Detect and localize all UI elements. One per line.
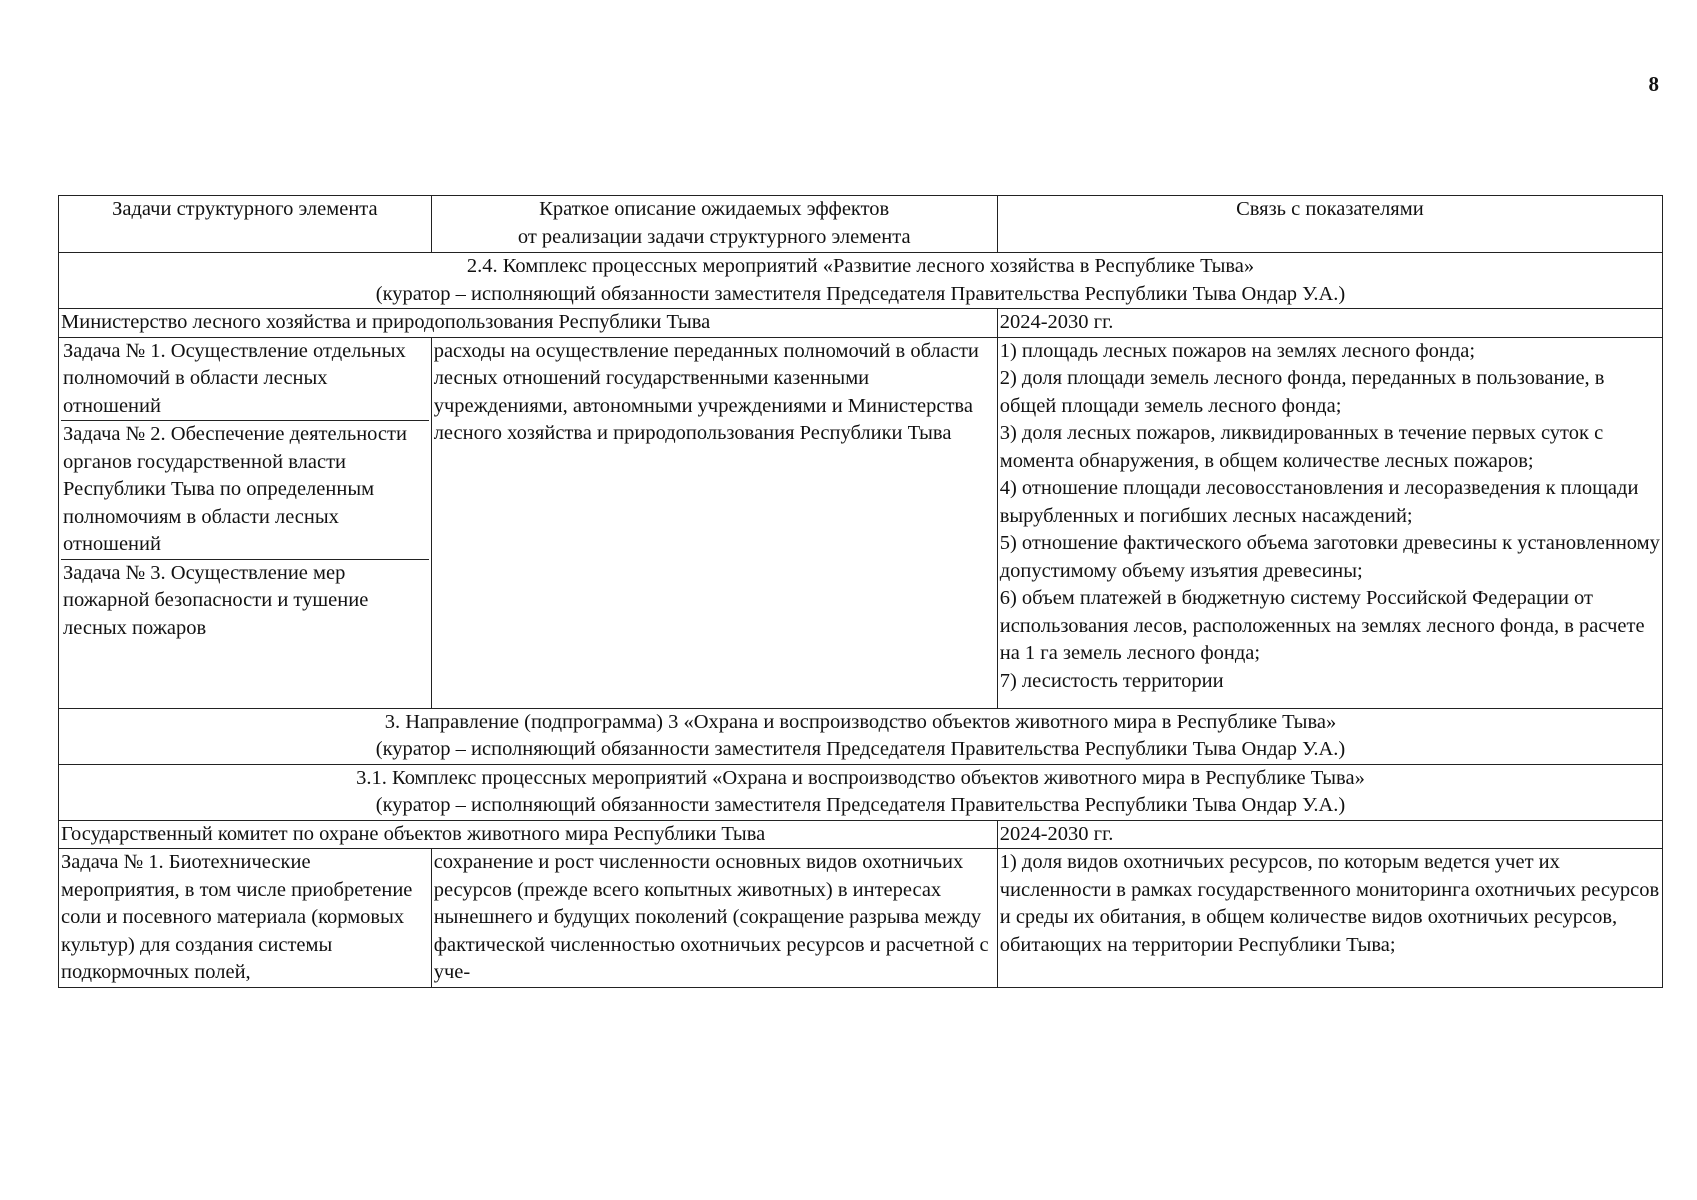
header-tasks: Задачи структурного элемента xyxy=(59,196,432,253)
period: 2024-2030 гг. xyxy=(997,309,1662,338)
section-title: 3.1. Комплекс процессных мероприятий «Охрана и воспроизводство объектов животного мира в Республике Тыва» xyxy=(356,766,1365,789)
task-item: Задача № 3. Осуществление мер пожарной безопасности и тушение лесных пожаров xyxy=(61,559,429,708)
section-2-4 xyxy=(59,253,1663,309)
section-curator: (куратор – исполняющий обязанности заместителя Председателя Правительства Республики Тыва Ондар У.А.) xyxy=(375,794,1346,816)
indicator-item: 2) доля площади земель лесного фонда, переданных в пользование, в общей площади земель лесного фонда; xyxy=(999,367,1605,417)
section-row xyxy=(59,253,1663,309)
indicator-item: 1) площадь лесных пожаров на землях лесного фонда; xyxy=(999,339,1476,362)
section-3-1 xyxy=(59,764,1663,820)
section-title: 2.4. Комплекс процессных мероприятий «Развитие лесного хозяйства в Республике Тыва» xyxy=(466,255,1255,277)
section-curator: (куратор – исполняющий обязанности заместителя Председателя Правительства Республики Тыва Ондар У.А.) xyxy=(375,282,1346,305)
header-effects-line-2: от реализации задачи структурного элемента xyxy=(517,225,911,248)
task-item: Задача № 1. Осуществление отдельных полномочий в области лесных отношений xyxy=(63,339,406,417)
indicators-table xyxy=(58,195,1663,988)
direction-curator: (куратор – исполняющий обязанности заместителя Председателя Правительства Республики Тыва Ондар У.А.) xyxy=(375,738,1346,760)
responsible-row xyxy=(59,820,1663,849)
indicator-item: 3) доля лесных пожаров, ликвидированных в течение первых суток с момента обнаружения, в общем количестве лесных пожаров; xyxy=(999,422,1604,472)
indicators-cell xyxy=(997,337,1662,708)
indicator-item: 7) лесистость территории xyxy=(999,669,1224,692)
table-header-row xyxy=(59,196,1663,253)
header-effects xyxy=(431,196,997,253)
indicator-item: 6) объем платежей в бюджетную систему Российской Федерации от использования лесов, расположенных на землях лесного фонда, в расчете на 1 га земель лесного фонда; xyxy=(999,587,1645,664)
header-effects-line-1: Краткое описание ожидаемых эффектов xyxy=(539,198,890,220)
task-item: Задача № 1. Биотехнические мероприятия, в том числе приобретение соли и посевного материала (кормовых культур) для создания системы подкормочных полей, xyxy=(59,849,432,988)
effect-cell: расходы на осуществление переданных полномочий в области лесных отношений государственными казенными учреждениями, автономными учреждениями и Министерства лесного хозяйства и природопользования Республики Тыва xyxy=(431,337,997,708)
responsible-agency: Министерство лесного хозяйства и природопользования Республики Тыва xyxy=(59,309,998,338)
responsible-agency: Государственный комитет по охране объектов животного мира Республики Тыва xyxy=(59,820,998,849)
section-row xyxy=(59,764,1663,820)
effect-cell: сохранение и рост численности основных видов охотничьих ресурсов (прежде всего копытных животных) в интересах нынешнего и будущих поколений (сокращение разрыва между фактической численностью охотничьих ресурсов и расчетной с уче- xyxy=(431,849,997,988)
direction-3 xyxy=(59,708,1663,764)
responsible-row xyxy=(59,309,1663,338)
direction-row xyxy=(59,708,1663,764)
page-number: 8 xyxy=(1648,72,1659,96)
indicator-item: 4) отношение площади лесовосстановления и лесоразведения к площади вырубленных и погибших лесных насаждений; xyxy=(999,477,1639,527)
header-indicators: Связь с показателями xyxy=(997,196,1662,253)
tasks-row xyxy=(59,337,1663,708)
direction-title: 3. Направление (подпрограмма) 3 «Охрана и воспроизводство объектов животного мира в Республике Тыва» xyxy=(384,710,1337,733)
indicators-cell: 1) доля видов охотничьих ресурсов, по которым ведется учет их численности в рамках государственного мониторинга охотничьих ресурсов и среды их обитания, в общем количестве видов охотничьих ресурсов, обитающих на территории Республики Тыва; xyxy=(997,849,1662,988)
task-item: Задача № 2. Обеспечение деятельности органов государственной власти Республики Тыва по определенным полномочиям в области лесных отношений xyxy=(61,420,429,559)
tasks-cell xyxy=(59,337,432,708)
indicator-item: 5) отношение фактического объема заготовки древесины к установленному допустимому объему изъятия древесины; xyxy=(999,532,1660,582)
period: 2024-2030 гг. xyxy=(997,820,1662,849)
tasks-row xyxy=(59,849,1663,988)
